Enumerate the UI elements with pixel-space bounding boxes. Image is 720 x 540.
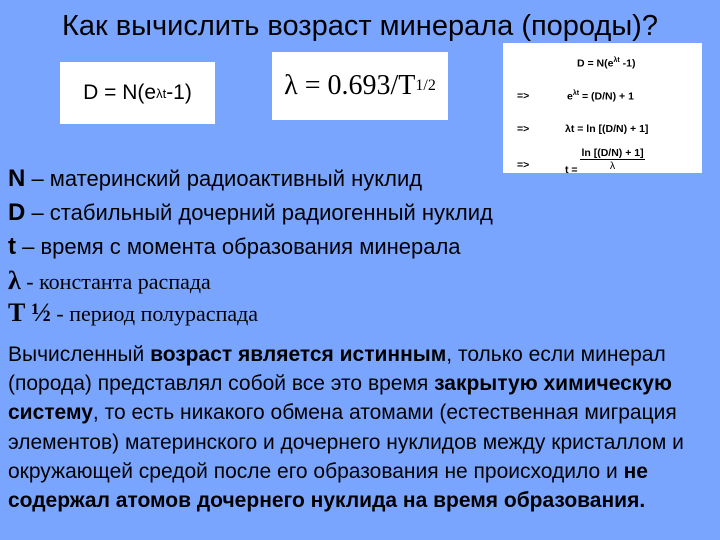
derivation-line-1 xyxy=(503,57,702,73)
paragraph-text: , то есть никакого обмена атомами (естественная миграция элементов) материнского и дочернего нуклидов между кристаллом и окружающей средой после его образования не происходило и xyxy=(8,401,684,483)
derivation-exponent: λt xyxy=(613,57,620,64)
formula-exponent: λt xyxy=(156,85,167,101)
derivation-fraction xyxy=(580,147,644,172)
formula-text-end: -1) xyxy=(166,81,192,104)
definition-symbol: λ xyxy=(8,266,21,295)
derivation-line-4 xyxy=(503,147,702,177)
paragraph-text: Вычисленный xyxy=(8,343,151,366)
derivation-text-end: = (D/N) + 1 xyxy=(579,90,634,103)
paragraph-emphasis: закрытую химическую систему xyxy=(8,372,672,425)
definition-text: – стабильный дочерний радиогенный нуклид xyxy=(25,200,493,225)
definition-text: – время с момента образования минерала xyxy=(16,234,461,259)
definition-symbol: t xyxy=(8,233,16,260)
derivation-text: e xyxy=(567,90,573,103)
implies-arrow: => xyxy=(517,90,530,102)
explanation-paragraph xyxy=(8,340,714,515)
paragraph-emphasis: не содержал атомов дочернего нуклида на время образования xyxy=(8,459,648,513)
definition-t xyxy=(8,232,461,261)
formula-text: λ = 0.693/T xyxy=(284,70,416,101)
implies-arrow: => xyxy=(517,123,530,135)
formula-subscript: 1/2 xyxy=(415,77,436,94)
formula-decay-constant xyxy=(272,52,448,120)
definition-n xyxy=(8,164,422,193)
paragraph-emphasis: возраст является истинным xyxy=(150,343,447,366)
definition-symbol: T ½ xyxy=(8,298,51,327)
formula-text: D = N(e xyxy=(83,81,157,104)
paragraph-period: . xyxy=(639,489,646,513)
derivation-exponent: λt xyxy=(572,90,580,97)
definition-text: - период полураспада xyxy=(50,301,259,326)
definition-text: – материнский радиоактивный нуклид xyxy=(25,166,423,191)
fraction-denominator: λ xyxy=(609,160,616,172)
implies-arrow: => xyxy=(517,159,530,171)
definition-text: - константа распада xyxy=(20,269,211,294)
derivation-text: λt = ln [(D/N) + 1] xyxy=(565,123,649,135)
derivation-lhs: t = xyxy=(565,164,581,177)
derivation-text: D = N(e xyxy=(577,57,614,70)
fraction-numerator: ln [(D/N) + 1] xyxy=(581,147,644,159)
derivation-line-3 xyxy=(503,123,702,139)
definition-half-life xyxy=(8,298,258,328)
formula-decay-equation xyxy=(60,62,215,124)
derivation-text-end: -1) xyxy=(619,57,636,70)
definition-symbol: N xyxy=(8,165,26,192)
derivation-line-2 xyxy=(503,90,702,106)
slide-title: Как вычислить возраст минерала (породы)? xyxy=(62,10,658,42)
definition-d xyxy=(8,198,493,227)
definition-lambda xyxy=(8,266,211,296)
formula-derivation xyxy=(503,43,702,177)
definition-symbol: D xyxy=(8,199,26,226)
paragraph-text: , только если минерал (порода) представлял собой все это время xyxy=(8,343,666,396)
